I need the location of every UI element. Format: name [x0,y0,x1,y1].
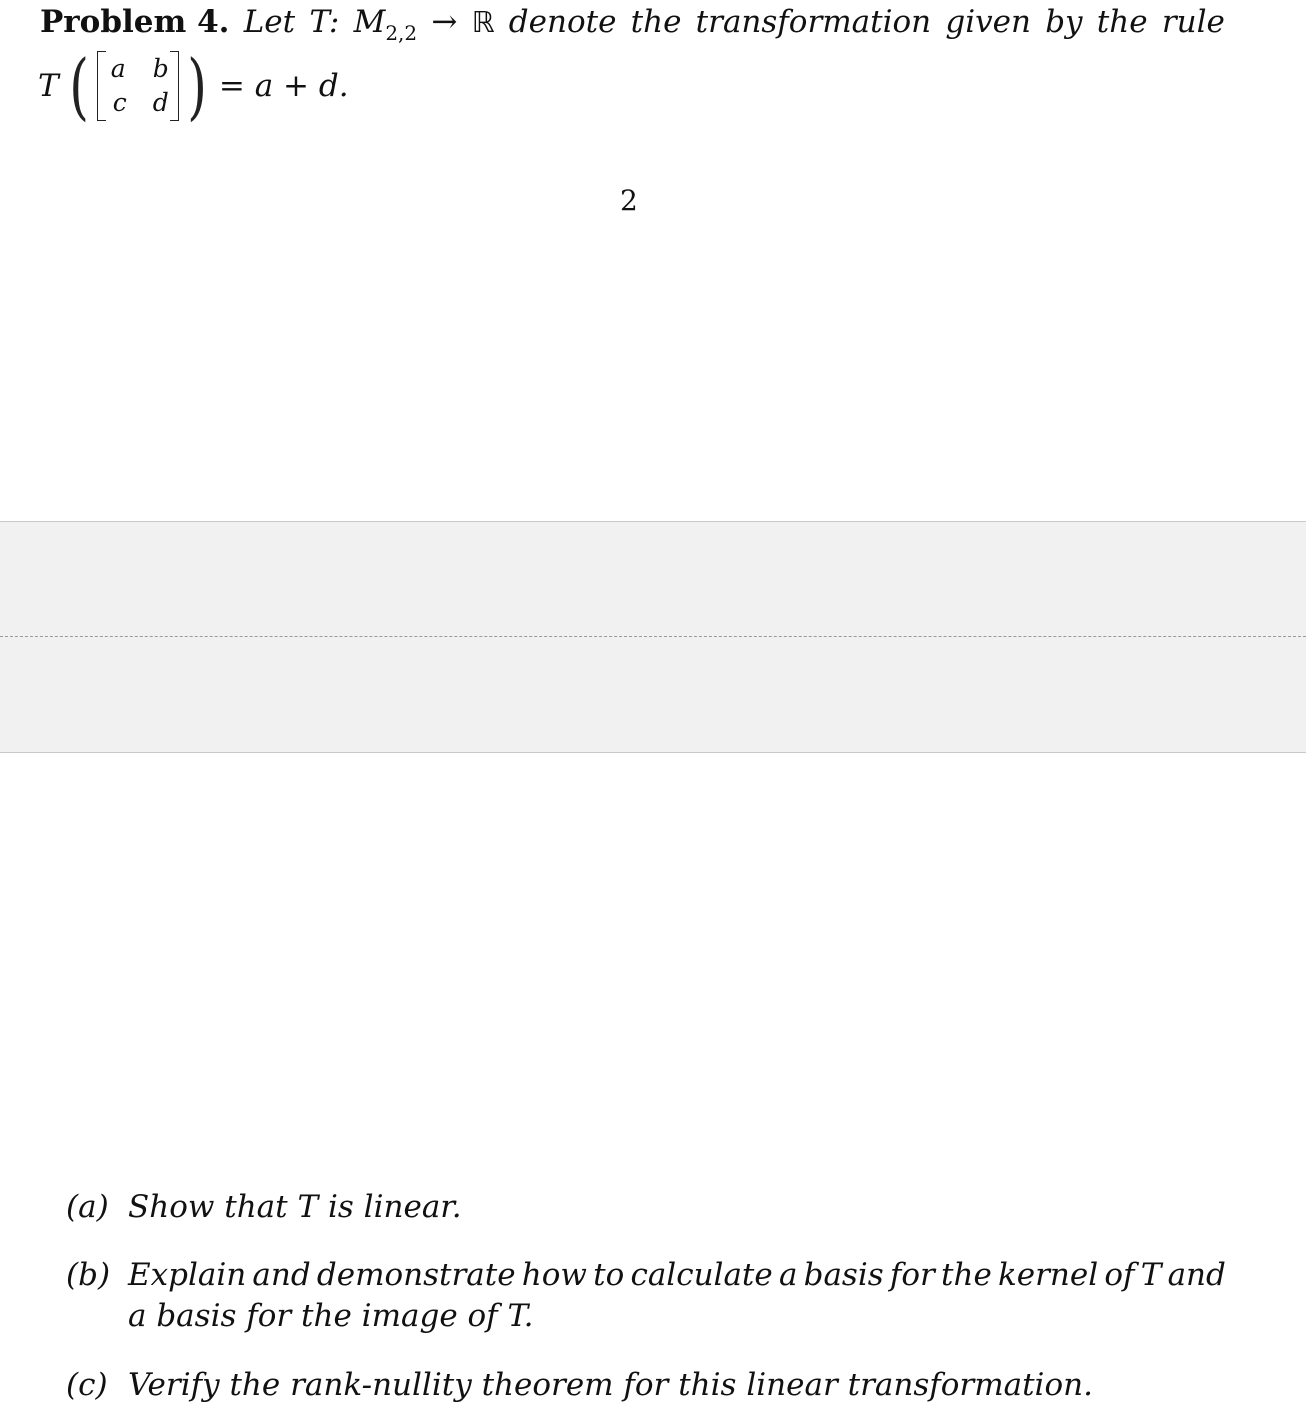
left-paren: ( [68,44,89,128]
matrix-entry-b: b [152,54,169,83]
word: rule [1161,4,1225,40]
word: kernel [997,1257,1099,1293]
word: the [941,1257,992,1293]
problem-label: Problem 4. [40,4,230,40]
word: denote [508,4,617,40]
word: and [1167,1257,1226,1293]
page-break-band [0,521,1306,753]
left-bracket [97,51,106,121]
part-text-continued: a basis for the image of T. [128,1298,534,1334]
word: transformation [695,4,932,40]
part-text [128,1255,1226,1296]
part-c [66,1365,1226,1406]
map-symbol: T: [309,4,340,40]
page-number: 2 [620,184,638,217]
matrix-entry-c: c [112,88,127,117]
part-b [66,1255,1226,1337]
part-label: (b) [66,1257,111,1293]
problem-statement [40,2,1225,45]
part-text: Verify the rank-nullity theorem for this linear transformation. [128,1367,1093,1403]
word: demonstrate [316,1257,516,1293]
word: to [593,1257,625,1293]
function-name: T [38,68,59,104]
word: the [630,4,682,40]
word: Explain [128,1257,247,1293]
right-paren: ) [186,44,207,128]
right-bracket [170,51,179,121]
word: a [778,1257,798,1293]
word: and [252,1257,311,1293]
domain-space: $M_{2,2}$ [353,4,418,45]
matrix-entry-a: a [110,54,126,83]
part-label: (a) [66,1189,109,1225]
formula-rhs: = a + d. [218,68,349,104]
word: how [521,1257,587,1293]
word: given [945,4,1031,40]
word: the [1096,4,1148,40]
matrix [95,49,181,123]
word: for [889,1257,935,1293]
arrow-symbol: → [431,4,458,40]
part-text: Show that T is linear. [128,1189,462,1225]
part-a [66,1187,1226,1228]
matrix-entry-d: d [152,88,169,117]
word: by [1045,4,1083,40]
word: Let [243,4,296,40]
word: of [1104,1257,1135,1293]
part-label: (c) [66,1367,108,1403]
transformation-formula [38,40,349,132]
real-numbers-symbol: ℝ [471,5,495,39]
page-break-line [0,636,1306,637]
word: T [1140,1257,1162,1293]
word: calculate [630,1257,773,1293]
word: basis [803,1257,884,1293]
